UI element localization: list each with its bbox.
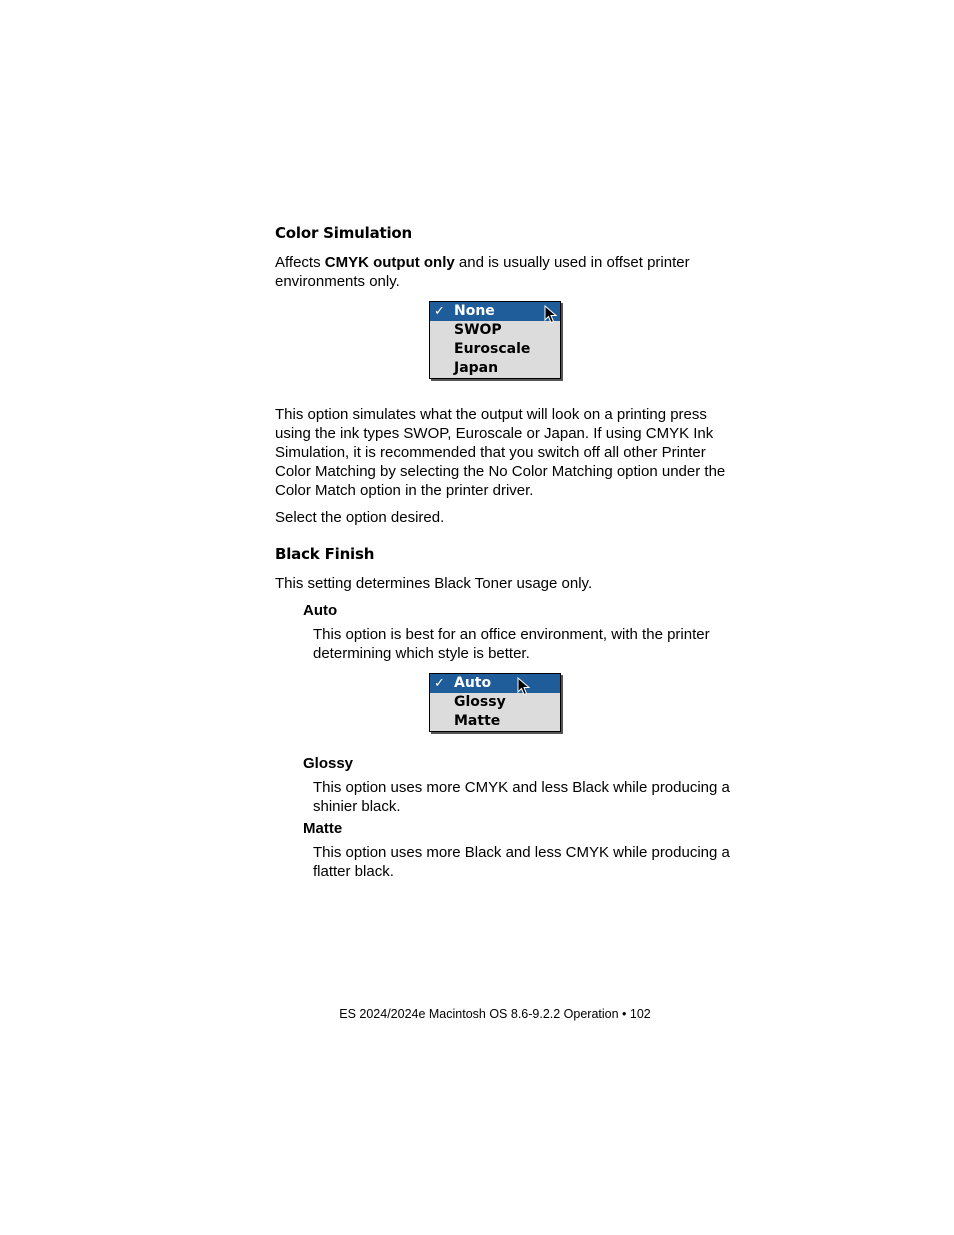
menu-item-label: Japan	[454, 360, 499, 376]
auto-description: This option is best for an office environment, with the printer determining which style is better.	[313, 626, 710, 662]
menu-item-swop[interactable]	[430, 321, 560, 340]
color-simulation-description: This option simulates what the output will look on a printing press using the ink types SWOP, Euroscale or Japan. If using CMYK Ink Simulation, it is recommended that you switch off all other Printer Color Matching by selecting the No Color Matching option under the Color Match option in the printer driver.	[275, 406, 726, 499]
checkmark-icon: ✓	[434, 304, 445, 319]
intro-bold-text: CMYK output only	[324, 254, 455, 271]
black-finish-intro: This setting determines Black Toner usage only.	[275, 575, 593, 592]
select-note: Select the option desired.	[275, 509, 445, 526]
menu-item-label: Euroscale	[454, 341, 531, 357]
matte-description: This option uses more Black and less CMYK while producing a flatter black.	[313, 844, 730, 880]
section-heading-black-finish: Black Finish	[275, 545, 375, 563]
glossy-description: This option uses more CMYK and less Black while producing a shinier black.	[313, 779, 730, 815]
subheading-auto: Auto	[303, 602, 338, 619]
menu-item-none[interactable]	[430, 302, 560, 321]
menu-item-label: SWOP	[454, 322, 502, 338]
intro-text: Affects	[275, 254, 325, 271]
menu-item-matte[interactable]	[430, 712, 560, 731]
color-simulation-menu[interactable]	[429, 301, 561, 379]
page-footer: ES 2024/2024e Macintosh OS 8.6-9.2.2 Operation • 102	[339, 1007, 651, 1021]
menu-item-label: Auto	[454, 675, 492, 691]
subheading-matte: Matte	[303, 820, 343, 837]
color-simulation-intro	[275, 253, 735, 291]
black-finish-menu[interactable]	[429, 673, 561, 732]
intro-text-end: and is usually used in offset printer environments only.	[275, 254, 690, 290]
subheading-glossy: Glossy	[303, 755, 354, 772]
menu-item-euroscale[interactable]	[430, 340, 560, 359]
section-heading-color-simulation: Color Simulation	[275, 224, 412, 242]
menu-item-glossy[interactable]	[430, 693, 560, 712]
menu-item-label: Glossy	[454, 694, 506, 710]
menu-item-label: None	[454, 303, 495, 319]
menu-item-label: Matte	[454, 713, 501, 729]
checkmark-icon: ✓	[434, 676, 445, 691]
menu-item-auto[interactable]	[430, 674, 560, 693]
menu-item-japan[interactable]	[430, 359, 560, 378]
